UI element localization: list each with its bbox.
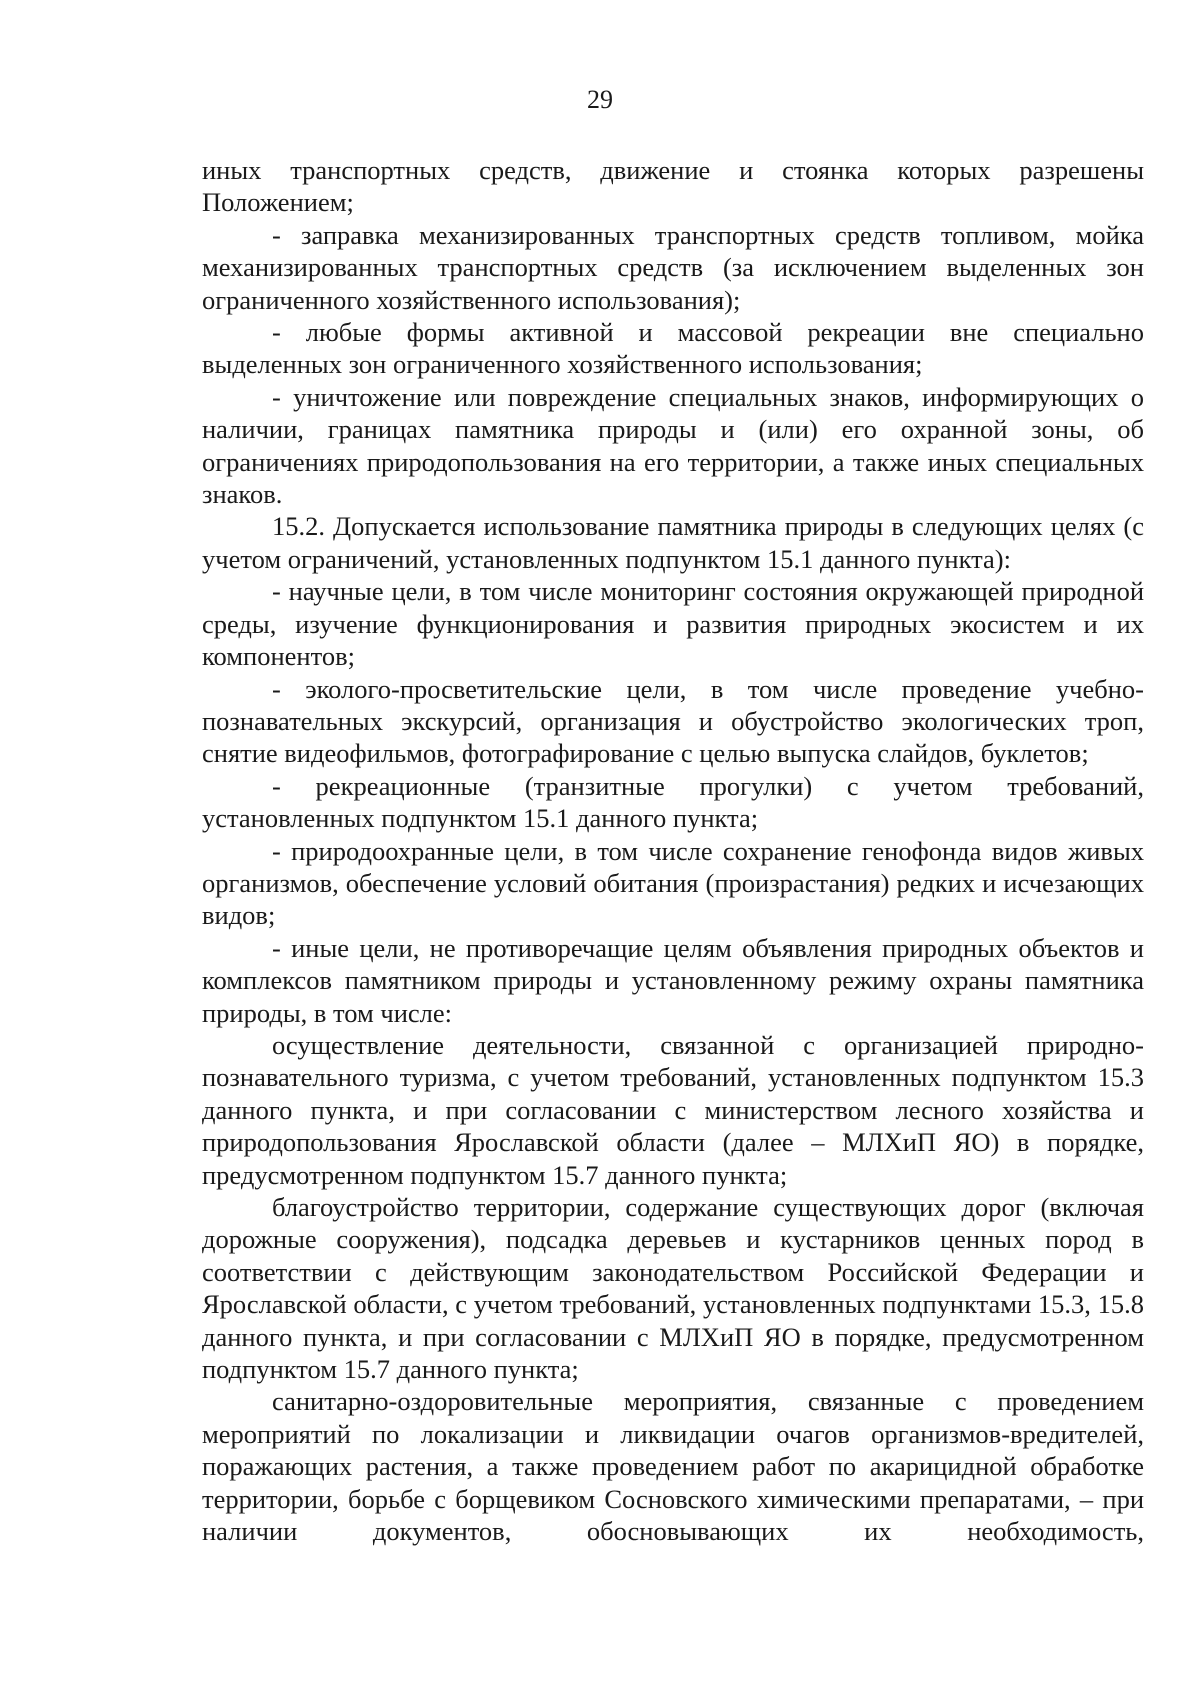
paragraph-10: - иные цели, не противоречащие целям объявления природных объектов и комплексов памятником природы и установленному режиму охраны памятника природы, в том числе: — [202, 932, 1144, 1028]
paragraph-5: 15.2. Допускается использование памятника природы в следующих целях (с учетом ограничений, установленных подпунктом 15.1 данного пункта): — [202, 511, 1144, 574]
paragraph-9: - природоохранные цели, в том числе сохранение генофонда видов живых организмов, обеспечение условий обитания (произрастания) редких и исчезающих видов; — [202, 835, 1144, 931]
paragraph-2: - заправка механизированных транспортных средств топливом, мойка механизированных транспортных средств (за исключением выделенных зон ограниченного хозяйственного использования); — [202, 219, 1144, 315]
paragraph-3: - любые формы активной и массовой рекреации вне специально выделенных зон ограниченного хозяйственного использования; — [202, 317, 1144, 380]
paragraph-13: санитарно-оздоровительные мероприятия, связанные с проведением мероприятий по локализации и ликвидации очагов организмов-вредителей, поражающих растения, а также проведением работ по акарицидной обработке территории, борьбе с борщевиком Сосновского химическими препаратами, – при наличии документов, обосновывающих их необходимость, — [202, 1386, 1144, 1547]
paragraph-6: - научные цели, в том числе мониторинг состояния окружающей природной среды, изучение функционирования и развития природных экосистем и их компонентов; — [202, 576, 1144, 672]
document-body — [202, 154, 1144, 1547]
paragraph-1: иных транспортных средств, движение и стоянка которых разрешены Положением; — [202, 155, 1144, 218]
paragraph-12: благоустройство территории, содержание существующих дорог (включая дорожные сооружения), подсадка деревьев и кустарников ценных пород в соответствии с действующим законодательством Российской Федерации и Ярославской области, с учетом требований, установленных подпунктами 15.3, 15.8 данного пункта, и при согласовании с МЛХиП ЯО в порядке, предусмотренном подпунктом 15.7 данного пункта; — [202, 1192, 1144, 1385]
paragraph-11: осуществление деятельности, связанной с организацией природно-познавательного туризма, с учетом требований, установленных подпунктом 15.3 данного пункта, и при согласовании с министерством лесного хозяйства и природопользования Ярославской области (далее – МЛХиП ЯО) в порядке, предусмотренном подпунктом 15.7 данного пункта; — [202, 1029, 1144, 1190]
paragraph-8: - рекреационные (транзитные прогулки) с учетом требований, установленных подпунктом 15.1 данного пункта; — [202, 770, 1144, 834]
paragraph-4: - уничтожение или повреждение специальных знаков, информирующих о наличии, границах памятника природы и (или) его охранной зоны, об ограничениях природопользования на его территории, а также иных специальных знаков. — [202, 381, 1144, 510]
paragraph-7: - эколого-просветительские цели, в том числе проведение учебно-познавательных экскурсий, организация и обустройство экологических троп, снятие видеофильмов, фотографирование с целью выпуска слайдов, буклетов; — [202, 673, 1144, 769]
page-number: 29 — [587, 85, 613, 114]
